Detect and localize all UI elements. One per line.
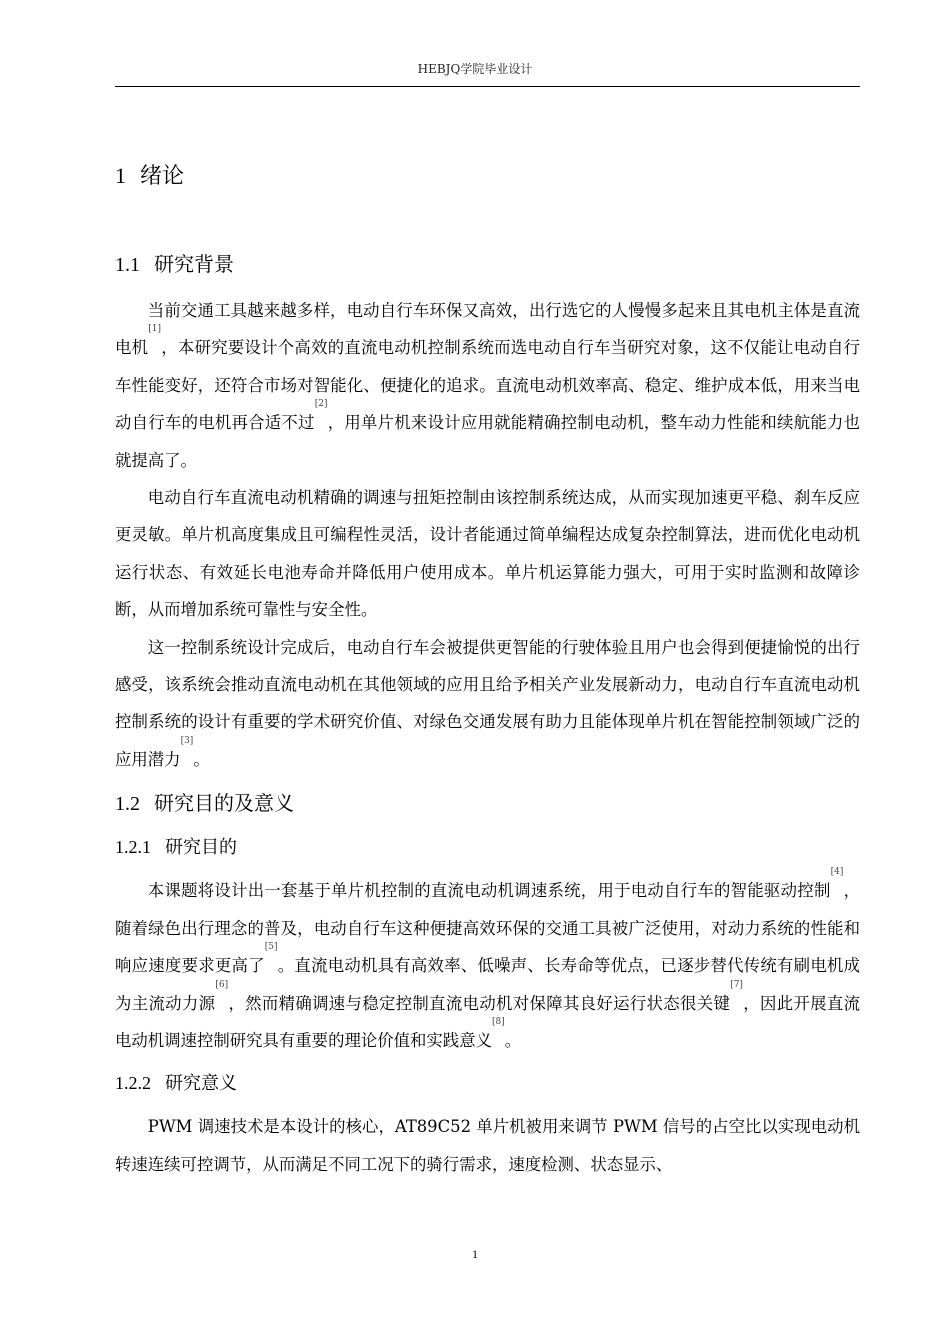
subsection-heading-1-2-1: [115, 829, 860, 866]
paragraph-text: ，用单片机来设计应用就能精确控制电动机，整车动力性能和续航能力也就提高了。: [115, 413, 861, 470]
subsection-title: 研究意义: [165, 1073, 237, 1095]
paragraph-text: 。: [504, 1030, 522, 1050]
citation[interactable]: [3]: [180, 735, 194, 746]
citation[interactable]: [1]: [148, 324, 162, 335]
section-title: 研究背景: [154, 252, 234, 276]
citation[interactable]: [7]: [730, 979, 743, 990]
paragraph-text: 。: [193, 749, 210, 769]
paragraph-text: 本课题将设计出一套基于单片机控制的直流电动机调速系统，用于电动自行车的智能驱动控制: [147, 881, 831, 901]
paragraph-text: 当前交通工具越来越多样，电动自行车环保又高效，出行选它的人慢慢多起来且其电机主体是直流电机: [115, 301, 860, 358]
paragraph-text: 。直流电动机具有高效率、低噪声、长寿命等优点，已逐步替代传统有刷电机成为主流动力源: [115, 956, 861, 1013]
citation[interactable]: [5]: [264, 942, 278, 953]
section-number: 1.2: [115, 793, 140, 816]
paragraph: [115, 867, 861, 1059]
subsection-number: 1.2.1: [115, 837, 151, 858]
chapter-heading: [115, 155, 860, 197]
citation[interactable]: [2]: [314, 399, 328, 410]
chapter-number: 1: [115, 163, 126, 188]
citation[interactable]: [6]: [215, 979, 229, 990]
subsection-title: 研究目的: [165, 837, 237, 859]
paragraph: [115, 292, 860, 479]
section-heading-1-2: [115, 784, 860, 823]
subsection-number: 1.2.2: [115, 1073, 151, 1094]
header-rule: [115, 86, 860, 87]
paragraph-text: 这一控制系统设计完成后，电动自行车会被提供更智能的行驶体验且用户也会得到便捷愉悦的出行感受，该系统会推动直流电动机在其他领域的应用且给予相关产业发展新动力，电动自行车直流电动机控制系统的设计有重要的学术研究价值、对绿色交通发展有助力且能体现单片机在智能控制领域广泛的应用潜力: [115, 637, 860, 769]
page-number: 1: [472, 1247, 478, 1261]
paragraph: PWM 调速技术是本设计的核心，AT89C52 单片机被用来调节 PWM 信号的占空比以实现电动机转速连续可控调节，从而满足不同工况下的骑行需求，速度检测、状态显示、: [115, 1117, 860, 1174]
section-number: 1.1: [115, 254, 140, 276]
subsection-heading-1-2-2: [115, 1065, 860, 1102]
paragraph-text: ，然而精确调速与稳定控制直流电动机对保障其良好运行状态很关键: [228, 993, 731, 1013]
section-title: 研究目的及意义: [154, 791, 294, 816]
page-body: [115, 155, 860, 1183]
citation[interactable]: [4]: [830, 867, 844, 878]
paragraph: 电动自行车直流电动机精确的调速与扭矩控制由该控制系统达成，从而实现加速更平稳、刹车反应更灵敏。单片机高度集成且可编程性灵活，设计者能通过简单编程达成复杂控制算法，进而优化电动机运行状态、有效延长电池寿命并降低用户使用成本。单片机运算能力强大，可用于实时监测和故障诊断，从而增加系统可靠性与安全性。: [115, 488, 860, 620]
spacer: [115, 197, 860, 245]
citation[interactable]: [8]: [491, 1016, 505, 1027]
chapter-title: 绪论: [140, 164, 185, 189]
paragraph-text: ，随着绿色出行理念的普及，电动自行车这种便捷高效环保的交通工具被广泛使用，对动力系统的性能和响应速度要求更高了: [115, 881, 860, 976]
section-heading-1-1: [115, 245, 860, 284]
running-header: HEBJQ学院毕业设计: [417, 62, 533, 76]
paragraph-text: ，本研究要设计个高效的直流电动机控制系统而选电动自行车当研究对象，这不仅能让电动自行车性能变好，还符合市场对智能化、便捷化的追求。直流电动机效率高、稳定、维护成本低，用来当电动自行车的电机再合适不过: [115, 338, 861, 433]
paragraph: [115, 629, 860, 779]
paragraph-text: ，因此开展直流电动机调速控制研究具有重要的理论价值和实践意义: [115, 993, 861, 1050]
